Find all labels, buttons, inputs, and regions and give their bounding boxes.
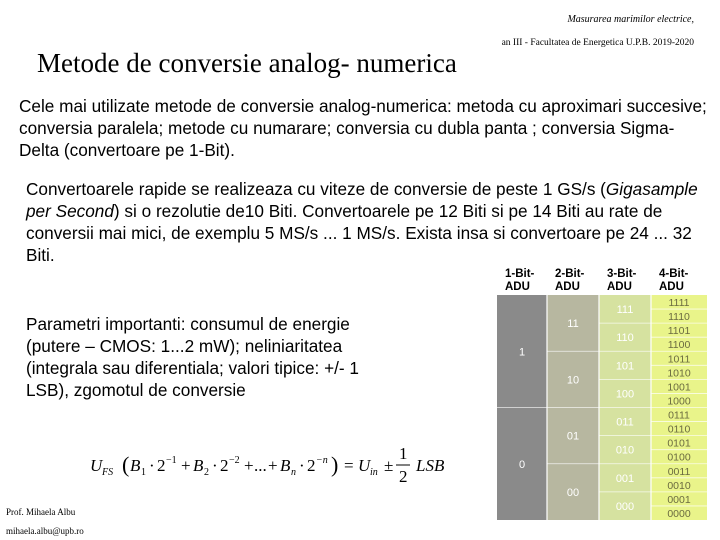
paragraph-fast-converters-part1: Convertoarele rapide se realizeaza cu viteze de conversie de peste 1 GS/s ( [26,179,606,199]
formula-ellipsis: ... [254,456,267,475]
formula-exp-2: −2 [229,455,240,466]
course-header: Masurarea marimilor electrice, [567,14,694,25]
adc-code: 11 [567,318,579,331]
formula-lhs: U [90,456,103,475]
formula-two-n: 2 [307,456,316,475]
adc-code: 111 [616,304,634,317]
formula-half-numerator: 1 [399,444,408,463]
adc-code: 1011 [667,353,691,366]
formula-b2: B [193,456,204,475]
slide-title: Metode de conversie analog- numerica [37,48,457,78]
adc-resolution-table [497,265,707,525]
formula-uin: U [358,456,371,475]
adc-code: 0111 [668,409,690,422]
formula-equals: = [344,456,354,475]
formula-uin-sub: in [370,467,378,478]
adc-code: 1001 [667,381,691,394]
adc-code: 0010 [667,479,691,492]
adc-code: 101 [615,360,635,373]
adc-code: 1101 [667,325,691,338]
formula-dot-1: · [149,456,155,475]
adc-code: 011 [616,416,634,429]
paragraph-fast-converters-italic: Gigasample per Second [26,179,698,221]
adc-code: 10 [566,374,580,387]
formula-dot-n: · [299,456,305,475]
adc-code: 1100 [667,339,691,352]
formula-open-paren: ( [122,452,130,477]
paragraph-parameters: Parametri importanti: consumul de energie (putere – CMOS: 1...2 mW); neliniaritatea (integrala sau diferentiala; valori tipice: +/- 1 LSB), zgomotul de conversie [26,314,359,400]
formula-bn-sub: n [291,467,296,478]
formula-exp-1: −1 [166,455,177,466]
formula-plus-3: + [268,456,278,475]
paragraph-fast-converters-part2: ) si o rezolutie de10 Biti. Convertoarele pe 12 Biti si pe 14 Biti au rate de conversii mai mici, de exemplu 5 MS/s ... 1 MS/s. Exista insa si convertoare pe 24 ... 32 Biti. [26,201,692,265]
formula-half-denominator: 2 [399,467,408,486]
faculty-header: an III - Facultatea de Energetica U.P.B. 2019-2020 [501,38,694,48]
adc-code: 100 [615,388,635,401]
adc-code: 0100 [667,451,691,464]
formula-plus-2: + [244,456,254,475]
formula-lhs-sub: FS [102,467,114,478]
adc-code: 1110 [668,311,690,324]
adc-code: 00 [566,486,580,499]
formula-bn: B [280,456,291,475]
adc-code: 0101 [667,437,691,450]
footer-author: Prof. Mihaela Albu [6,507,76,517]
full-scale-formula [88,438,478,488]
adc-code: 1 [518,346,526,359]
formula-b2-sub: 2 [204,467,209,478]
formula-plus-minus: ± [384,456,394,475]
adc-code: 1111 [668,297,690,310]
adc-code: 0 [518,458,526,471]
formula-exp-n: −n [316,455,328,466]
adc-code: 1010 [667,367,691,380]
adc-code: 01 [566,430,580,443]
paragraph-methods: Cele mai utilizate metode de conversie analog-numerica: metoda cu aproximari succesive; conversia paralela; metode cu numarare; conversia cu dubla panta ; conversia Sigma-Delta (convertoare pe 1-Bit). [19,96,707,160]
formula-plus-1: + [181,456,191,475]
formula-two-2: 2 [220,456,229,475]
adc-code: 0110 [667,423,691,436]
adc-code: 0011 [667,465,691,478]
adc-code: 1000 [667,395,691,408]
adc-code: 0001 [667,493,691,506]
formula-dot-2: · [212,456,218,475]
adc-header-3: 3-Bit-ADU [607,268,637,293]
formula-b1-sub: 1 [141,467,146,478]
adc-code: 0000 [667,507,691,520]
adc-code: 000 [615,500,635,513]
adc-header-4: 4-Bit-ADU [659,268,689,293]
adc-header-2: 2-Bit-ADU [555,268,585,293]
paragraph-fast-converters [26,178,716,266]
formula-lsb: LSB [416,456,445,475]
adc-code: 010 [615,444,635,457]
footer-email: mihaela.albu@upb.ro [6,526,84,536]
formula-b1: B [130,456,141,475]
adc-code: 001 [615,472,635,485]
adc-header-1: 1-Bit-ADU [505,268,535,293]
adc-code: 110 [616,332,634,345]
formula-two-1: 2 [157,456,166,475]
formula-close-paren: ) [331,452,339,477]
